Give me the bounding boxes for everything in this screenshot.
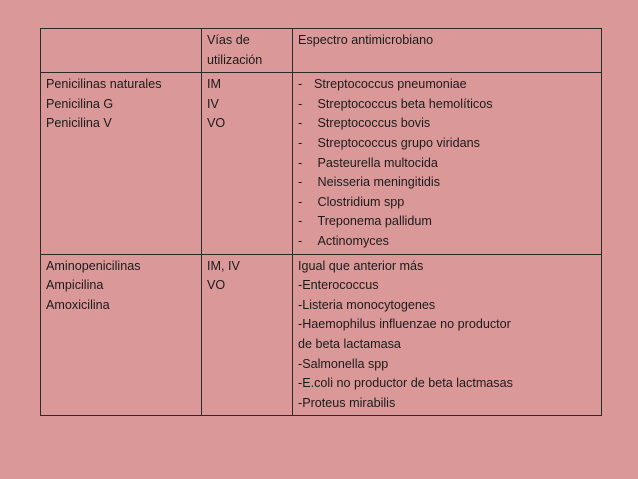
spectrum-item xyxy=(298,95,597,115)
organism: Actinomyces xyxy=(317,233,389,248)
spectrum-line: -Haemophilus influenzae no productor xyxy=(298,317,511,332)
spectrum-line: -Listeria monocytogenes xyxy=(298,297,436,312)
route: VO xyxy=(207,116,226,131)
spectrum-item xyxy=(298,173,597,193)
route: VO xyxy=(207,278,226,293)
header-routes-line2: utilización xyxy=(207,52,263,67)
header-cell-empty xyxy=(41,29,202,73)
drugs-cell xyxy=(41,73,202,254)
dash-bullet: - xyxy=(298,96,303,111)
spectrum-item xyxy=(298,75,597,95)
spectrum-cell xyxy=(293,73,602,254)
organism: Treponema pallidum xyxy=(317,214,432,229)
table-row xyxy=(41,73,602,254)
organism: Neisseria meningitidis xyxy=(317,175,440,190)
table-header-row xyxy=(41,29,602,73)
dash-bullet: - xyxy=(298,135,303,150)
dash-bullet: - xyxy=(298,155,303,170)
drug-name: Penicilina V xyxy=(46,116,112,131)
header-spectrum: Espectro antimicrobiano xyxy=(298,33,434,47)
routes-cell xyxy=(202,254,293,416)
spectrum-line: -Proteus mirabilis xyxy=(298,395,396,410)
drugs-cell xyxy=(41,254,202,416)
drug-name: Penicilina G xyxy=(46,96,114,111)
dash-bullet: - xyxy=(298,116,303,131)
table-row xyxy=(41,254,602,416)
dash-bullet: - xyxy=(298,214,303,229)
organism: Streptococcus beta hemolíticos xyxy=(317,96,493,111)
spectrum-item xyxy=(298,114,597,134)
spectrum-cell xyxy=(293,254,602,416)
dash-bullet: - xyxy=(298,77,303,92)
drug-name: Amoxicilina xyxy=(46,297,110,312)
spectrum-item xyxy=(298,193,597,213)
dash-bullet: - xyxy=(298,233,303,248)
header-cell-routes xyxy=(202,29,293,73)
spectrum-line: -Salmonella spp xyxy=(298,356,389,371)
spectrum-item xyxy=(298,212,597,232)
header-cell-spectrum xyxy=(293,29,602,73)
drug-group: Aminopenicilinas xyxy=(46,258,141,273)
dash-bullet: - xyxy=(298,194,303,209)
spectrum-line: -E.coli no productor de beta lactmasas xyxy=(298,376,513,391)
spectrum-item xyxy=(298,232,597,252)
penicillin-table xyxy=(40,28,602,416)
organism: Pasteurella multocida xyxy=(317,155,438,170)
drug-group: Penicilinas naturales xyxy=(46,77,162,92)
organism: Clostridium spp xyxy=(317,194,405,209)
routes-cell xyxy=(202,73,293,254)
spectrum-item xyxy=(298,154,597,174)
spectrum-line: -Enterococcus xyxy=(298,278,379,293)
organism: Streptococcus bovis xyxy=(317,116,431,131)
spectrum-line: Igual que anterior más xyxy=(298,258,424,273)
route: IV xyxy=(207,96,219,111)
dash-bullet: - xyxy=(298,175,303,190)
drug-name: Ampicilina xyxy=(46,278,104,293)
spectrum-line: de beta lactamasa xyxy=(298,336,401,351)
header-routes-line1: Vías de xyxy=(207,33,250,47)
route: IM, IV xyxy=(207,258,240,273)
route: IM xyxy=(207,77,221,92)
organism: Streptococcus pneumoniae xyxy=(314,77,467,92)
organism: Streptococcus grupo viridans xyxy=(317,135,480,150)
spectrum-item xyxy=(298,134,597,154)
